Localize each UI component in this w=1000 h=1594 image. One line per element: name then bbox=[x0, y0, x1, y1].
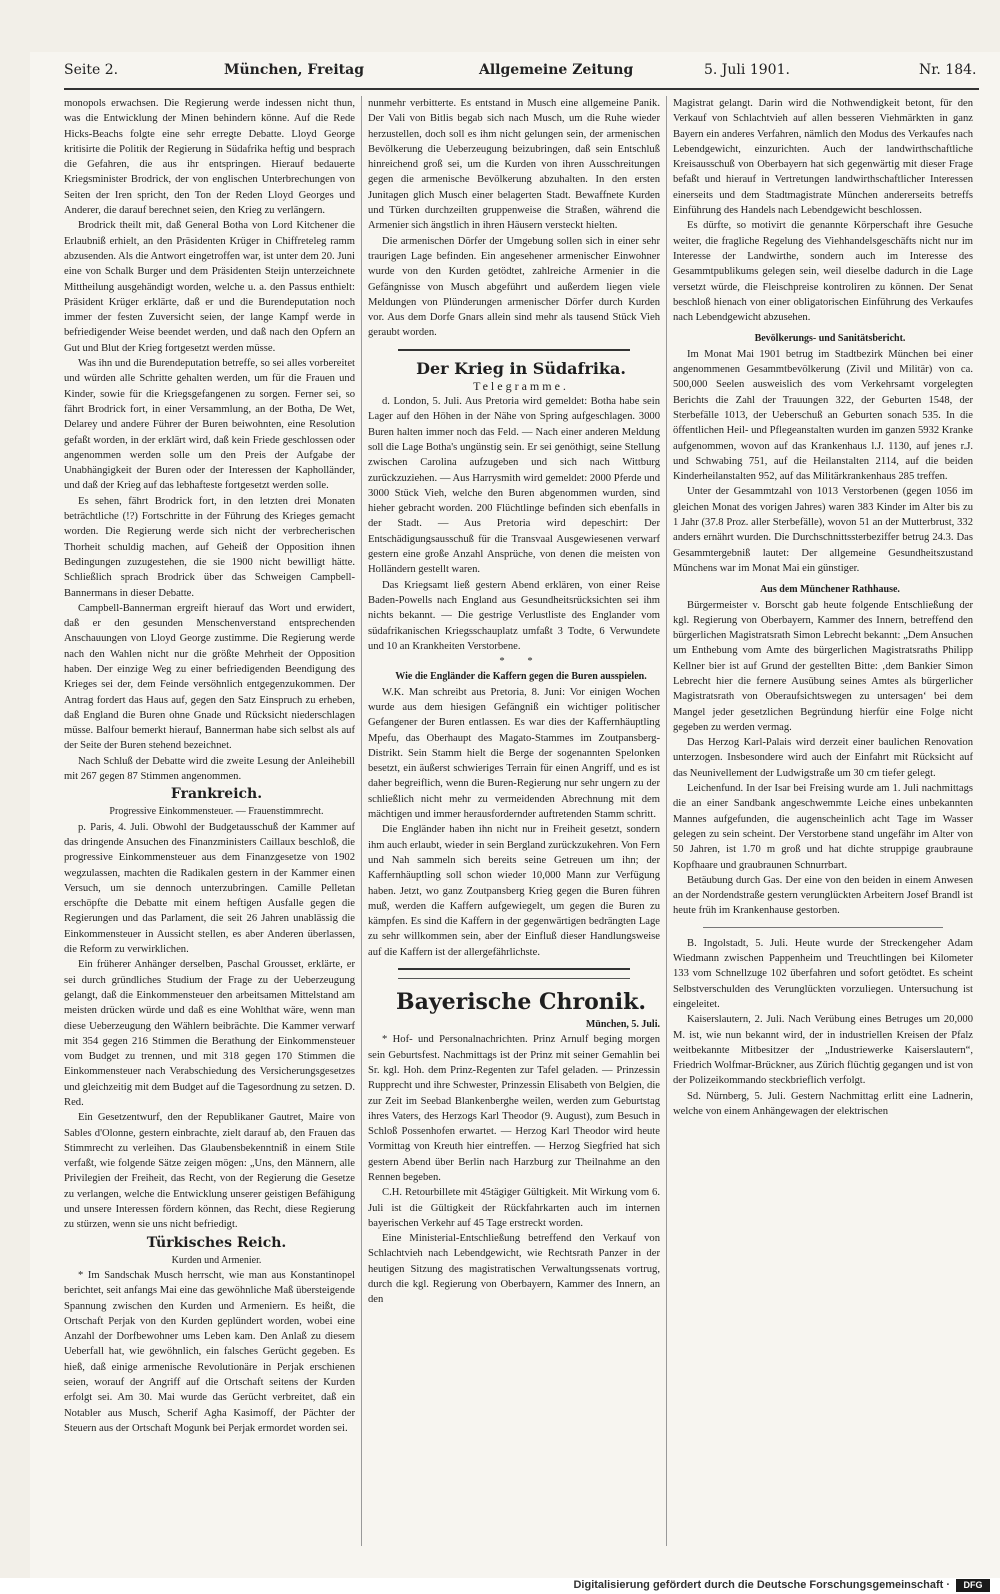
footer-credit: Digitalisierung gefördert durch die Deutsche Forschungsgemeinschaft · bbox=[573, 1579, 950, 1591]
article-paragraph: * Hof- und Personalnachrichten. Prinz Arnulf beging morgen sein Geburtsfest. Nachmittags ist der Prinz mit seiner Gemahlin bei Sr. kgl. Hoh. dem Prinz-Regenten zur Tafel geladen. — Prinzessin Rupprecht und ihre Schwester, Prinzessin Elisabeth von Belgien, die zur Zeit im Seebad Blankenberghe weilen, werden zum Geburtstag ihres Vaters, des Herzogs Karl Theodor (9. August), zum Besuch in Schloß Possenhofen erwartet. — Herzog Karl Theodor wird heute Vormittag von Kreuth hier eintreffen. — Herzog Siegfried hat sich gestern Abend über Berlin nach Harzburg zur Theilnahme an den Rennen begeben. bbox=[368, 1034, 660, 1183]
page-number: Seite 2. bbox=[64, 62, 119, 78]
article-paragraph: Es dürfte, so motivirt die genannte Körperschaft ihre Gesuche weiter, die fragliche Regelung des Viehhandelsgeschäfts nicht nur im Interesse der Landwirthe, sondern auch im Interesse des Gesammtpublikums gelegen sein, weil dieselbe dadurch in die Lage versetzt würde, die Fleischpreise kontroliren zu können. Der Senat beschloß hienach von einer obligatorischen Einführung des Verkaufes nach Lebendgewicht abzusehen. bbox=[673, 220, 973, 324]
article-paragraph: Eine Ministerial-Entschließung betreffend den Verkauf von Schlachtvieh nach Lebendgewicht, wie Rechtsrath Panzer in der heutigen Sitzung des magistratischen Verwaltungssenats vortrug, durch die kgl. Regierung von Oberbayern, Kammer des Innern, an den bbox=[368, 1233, 660, 1306]
article-heading: Bevölkerungs- und Sanitätsbericht. bbox=[754, 333, 906, 345]
article-paragraph: Es sehen, fährt Brodrick fort, in den letzten drei Monaten beträchtliche (!?) Fortschritte in der Führung des Krieges gemacht worden. Die Regierung werde sich nicht der verbrecherischen Thorheit schuldig machen, auf Geheiß der Opposition ihnen Bedingungen zuzugestehen, die sie 1900 nicht bewilligt hätte. Schließlich sprach Brodrick über das Schweigen Campbell-Bannermans in dieser Debatte. bbox=[64, 495, 355, 599]
section-rule bbox=[398, 349, 630, 351]
article-paragraph: d. London, 5. Juli. Aus Pretoria wird gemeldet: Botha habe sein Lager auf den Höhen in der Nähe von Spring aufgeschlagen. 3000 Buren halten immer noch das Feld. — Nach einer anderen Meldung soll die Lage Botha's ungünstig sein. Er sei genöthigt, seine Stellung zwischen Carolina aufzugeben und sich nach Wittburg zurückzuziehen. — Aus Harrysmith wird gemeldet: 2000 Pferde und 3000 Stück Vieh, welche den Buren abgenommen wurden, sind hieher gebracht worden. 200 Flüchtlinge befinden sich ebenfalls in der Stadt. — Aus Pretoria wird depeschirt: Der Entschädigungsausschuß für die Transvaal Ausgewiesenen verwarf gestern eine große Anzahl Ansprüche, von denen die meisten von Holländern gestellt waren. bbox=[368, 396, 660, 576]
article-paragraph: Die Engländer haben ihn nicht nur in Freiheit gesetzt, sondern ihm auch erlaubt, wieder in sein Bergland zurückzukehren. Von Fern und Nah sammeln sich bereits seine Getreuen um ihn; der Kaffernhäuptling soll schon wieder 10,000 Mann zur Verfügung haben. Jetzt, wo ganz Zoutpansberg Krieg gegen die Buren führen muß, werden die Kaffern aufgewiegelt, um gegen die Buren zu kämpfen. Es sind die Kaffern in der gegenwärtigen bedrängten Lage zu sehr willkommen sein, aber der Einfluß dieser Handlungsweise auf die Kaffern ist der allergefährlichste. bbox=[368, 824, 660, 958]
section-subheading: Kurden und Armenier. bbox=[171, 1254, 262, 1266]
column-divider bbox=[666, 96, 667, 1546]
article-paragraph: p. Paris, 4. Juli. Obwohl der Budgetausschuß der Kammer auf das dringende Ansuchen des Finanzministers Caillaux beschloß, die progressive Einkommensteuer aus dem Finanzgesetze von 1902 wegzulassen, machten die Radikalen gestern in der Kammer einen Versuch, um sie dennoch unterzubringen. Camille Pelletan erschöpfte die Debatte mit einem heftigen Ausfalle gegen die Regierungen und das Parlament, die seit 26 Jahren unablässig die Einkommensteuer in Aussicht stellen, es aber Anderen überlassen, die Reform zu verwirklichen. bbox=[64, 821, 355, 956]
section-subheading: Progressive Einkommensteuer. — Frauenstimmrecht. bbox=[109, 806, 324, 818]
article-paragraph: Das Kriegsamt ließ gestern Abend erklären, von einer Reise Baden-Powells nach England aus Gesundheitsrücksichten sei ihm nichts bekannt. — Die gestrige Verlustliste des Englander vom südafrikanischen Kriegsschauplatz umfaßt 3 Todte, 6 Verwundete und 10 an Krankheiten Verstorbene. bbox=[368, 579, 660, 652]
column-2 bbox=[368, 96, 660, 1546]
article-paragraph: B. Ingolstadt, 5. Juli. Heute wurde der Streckengeher Adam Wiedmann zwischen Pappenheim und Treuchtlingen bei Kilometer 133 vom Schnellzuge 102 überfahren und sofort getödtet. Es scheint Selbstverschulden des Verunglückten vorzuliegen. Untersuchung ist eingeleitet. bbox=[673, 937, 973, 1010]
column-3 bbox=[673, 96, 973, 1546]
article-paragraph: monopols erwachsen. Die Regierung werde indessen nicht thun, was die Entwicklung der Minen behindern könne. Auf die Rede Hicks-Beachs folgte eine sehr erregte Debatte. Lloyd George kritisirte die Politik der Regierung in Südafrika heftig und besprach die Gefahren, die aus ihr entspringen. Hierauf bedauerte Kriegsminister Brodrick, der von englischen Unterbrechungen von Seiten der Iren spricht, den Ton der Reden Lloyd Georges und Anderer, die darauf berechnet seien, den Krieg zu verlängern. bbox=[64, 98, 355, 217]
city-day: München, Freitag bbox=[224, 62, 365, 78]
article-paragraph: Die armenischen Dörfer der Umgebung sollen sich in einer sehr traurigen Lage befinden. Ein angesehener armenischer Einwohner wurde von den Kurden getödtet, zahlreiche Armenier in die Gefängnisse von Musch abgeführt und außerdem liegen viele Meldungen von Plünderungen armenischer Dörfer durch Kurden vor. Aus dem Dorfe Gnars allein sind mehr als tausend Stück Vieh geraubt worden. bbox=[368, 235, 660, 339]
article-paragraph: Ein Gesetzentwurf, den der Republikaner Gautret, Maire von Sables d'Olonne, gestern einbrachte, zielt darauf ab, den Frauen das Stimmrecht zu verleihen. Das Glaubensbekenntniß in einem Stile verfaßt, wie folgende Sätze zeigen mögen: „Uns, den Männern, alle Privilegien der Freiheit, das Recht, von der Regierung die Gesetze zu verlangen, welche die Entwicklung unserer geistigen Befähigung und unsere Interessen fördern können, das Recht, diese Regierung zu stürzen, wenn sie uns nicht befriedigt. bbox=[64, 1112, 355, 1231]
article-paragraph: Leichenfund. In der Isar bei Freising wurde am 1. Juli nachmittags die an einer Sandbank angeschwemmte Leiche eines unbekannten Mannes aufgefunden, die augenscheinlich acht Tage im Wasser gelegen zu sein scheint. Der Verstorbene stand ungefähr im Alter von 50 Jahren, ist 1.70 m groß und hat dichte struppige graubraune Kopfhaare und graubraunen Schnurrbart. bbox=[673, 783, 973, 871]
article-paragraph: Nach Schluß der Debatte wird die zweite Lesung der Anleihebill mit 267 gegen 87 Stimmen angenommen. bbox=[64, 755, 355, 783]
issue-number: Nr. 184. bbox=[919, 62, 977, 78]
article-paragraph: Magistrat gelangt. Darin wird die Nothwendigkeit betont, für den Verkauf von Schlachtvieh auf allen besseren Viehmärkten in ganz Bayern ein anderes Verfahren, nämlich den Modus des Verkaufes nach Lebendgewicht, einzurichten. Auch der landwirthschaftliche Kreisausschuß von Oberbayern hat sich gegenwärtig mit dieser Frage befaßt und hierauf in Vertretungen landwirthschaftlicher Interessen einerseits und dem Stadtmagistrate München andererseits betreffs Einführung des Handels nach Lebendgewicht beschlossen. bbox=[673, 98, 973, 217]
section-heading-krieg: Der Krieg in Südafrika. bbox=[416, 358, 626, 378]
article-paragraph: Im Monat Mai 1901 betrug im Stadtbezirk München bei einer angenommenen Gesammtbevölkerung (Zivil und Militär) von ca. 500,000 Seelen ausweislich des vom Verkehrsamt vorgelegten Berichts die Zahl der Trauungen 322, der Geburten 1548, der Sterbefälle 1013, der Ueberschuß an Geburten sonach 535. In die öffentlichen Heil- und Pflegeanstalten wurden im ganzen 5932 Kranke aufgenommen, wovon auf das Krankenhaus l.J. 1130, auf jenes r.J. und Schwabing 751, auf die Heilanstalten 2114, auf die beiden Kinderheilanstalten 952, auf das Militärkrankenhaus 285 treffen. bbox=[673, 348, 973, 483]
article-paragraph: nunmehr verbitterte. Es entstand in Musch eine allgemeine Panik. Der Vali von Bitlis begab sich nach Musch, um die Ruhe wieder herzustellen, doch soll es ihm nicht gelungen sein, der armenischen Bevölkerung die Ueberzeugung beizubringen, daß sein Entschluß hinreichend groß sei, um die Kurden von ihren Ausschreitungen gegen die armenische Bevölkerung abzuhalten. In den ersten Junitagen glich Musch einer belagerten Stadt. Bewaffnete Kurden und Türken durchzeilten gruppenweise die Straßen, während die Armenier sich ängstlich in ihren Häusern versteckt hielten. bbox=[368, 98, 660, 232]
issue-date: 5. Juli 1901. bbox=[704, 62, 790, 78]
article-paragraph: Bürgermeister v. Borscht gab heute folgende Entschließung der kgl. Regierung von Oberbayern, Kammer des Innern, betreffend den bürgerlichen Magistratsrath Simon Lebrecht bekannt: „Dem Ansuchen um Enthebung vom Amte des bürgerlichen Magistratsraths Philipp Kellner bier ist auf Grund der gestellten Bitte: ‚dem Bankier Simon Lebrecht hier die fernere Ausübung seines Amtes als bürgerlicher Magistratsrath von Oberaufsichtswegen zu untersagen‘ bei dem Mangel jeder gesetzlichen Begründung hierfür eine Folge nicht gegeben zu werden vermag. bbox=[673, 599, 973, 733]
newspaper-title: Allgemeine Zeitung bbox=[479, 62, 634, 78]
section-rule bbox=[703, 927, 943, 928]
telegrams-label: Telegramme. bbox=[473, 378, 569, 393]
dfg-logo: DFG bbox=[956, 1579, 990, 1592]
digitization-footer bbox=[0, 1578, 1000, 1594]
article-paragraph: C.H. Retourbillete mit 45tägiger Gültigkeit. Mit Wirkung vom 6. Juli ist die Gültigkeit der Rückfahrkarten auch im internen bayerischen Verkehr auf 45 Tage erstreckt worden. bbox=[368, 1187, 660, 1229]
section-heading-tuerkei: Türkisches Reich. bbox=[146, 1234, 287, 1251]
article-paragraph: Sd. Nürnberg, 5. Juli. Gestern Nachmittag erlitt eine Ladnerin, welche von einem Anhängewagen der elektrischen bbox=[673, 1090, 973, 1117]
article-paragraph: Betäubung durch Gas. Der eine von den beiden in einem Anwesen an der Nordendstraße gestern verunglückten Arbeitern Josef Brandl ist heute früh im Krankenhause gestorben. bbox=[673, 874, 973, 917]
section-rule bbox=[398, 978, 630, 979]
article-paragraph: Campbell-Bannerman ergreift hierauf das Wort und erwidert, daß er den gesunden Menschenverstand entsprechenden Anschauungen von Lloyd George zustimme. Die Regierung werde nach den Wahlen nicht nur die größte Mehrheit der Opposition haben. Der einzige Weg zu einer befriedigenden Beendigung des Krieges sei der, dem Feinde versöhnlich entgegenzukommen. Der Antrag fordert das Haus auf, gegen den Satz Einspruch zu erheben, daß England die Buren ohne Gnade und Rücksicht niederschlagen müsse. Balfour bemerkt hierauf, Bannerman habe sich selbst als auf der Seite der Buren stehend bezeichnet. bbox=[64, 602, 355, 752]
column-divider bbox=[361, 96, 362, 1546]
column-1 bbox=[64, 96, 355, 1546]
article-paragraph: * Im Sandschak Musch herrscht, wie man aus Konstantinopel berichtet, seit anfangs Mai eine das gewöhnliche Maß übersteigende Spannung zwischen den Kurden und Armeniern. Es heißt, die Ortschaft Perjak von den Kurden geplündert worden, wobei eine Anzahl der Dorfbewohner ums Leben kam. Den Anlaß zu diesem Ueberfall hat, wie gewöhnlich, ein falsches Gerücht gegeben. Es hieß, daß einige armenische Revolutionäre in Perjak erschienen seien, worauf der Angriff auf die Ortschaft seitens der Kurden erfolgt sei. Am 30. Mai wurde das Gerücht verbreitet, daß ein Notabler aus Musch, Scherif Agha Kasimoff, der Pächter der Steuern aus der Ortschaft Mogunk bei Perjak ermordet worden sei. bbox=[64, 1269, 355, 1434]
page-header bbox=[64, 56, 979, 90]
article-paragraph: Ein früherer Anhänger derselben, Paschal Grousset, erklärte, er sei durch gründliches Studium der Frage zu der Ueberzeugung gelangt, daß die Einkommensteuer den arbeitsamen Mittelstand am meisten drücken würde und daß es eine Wohlthat wäre, wenn man diese Ueberzeugung den Wählern beibrächte. Die Kammer verwarf mit 354 gegen 216 Stimmen die Berathung der Einkommensteuer vom Budget zu trennen, und mit 318 gegen 170 Stimmen die Einkommensteuer nach Verabschiedung des Versicherungsgesetzes und gleichzeitig mit dem Budget auf die Tagesordnung zu setzen. D. Red. bbox=[64, 959, 355, 1108]
section-heading-frankreich: Frankreich. bbox=[170, 786, 263, 803]
section-heading-chronik: Bayerische Chronik. bbox=[395, 989, 647, 1016]
dateline: München, 5. Juli. bbox=[585, 1019, 660, 1031]
article-paragraph: Was ihn und die Burendeputation betreffe, so sei alles vorbereitet und würden alle Schritte gehalten werden, um für die Frauen und Kinder, sowie für die Kriegsgefangenen zu sorgen. Ferner sei, so fährt Brodrick fort, in einer Versammlung, an der Botha, De Wet, Delarey und andere Führer der Buren beiwohnten, eine Resolution gefaßt worden, in der erklärt wird, daß kein Friede geschlossen oder angenommen werden solle um den Preis der Aufgabe der Unabhängigkeit der Buren oder der Interessen der Kapholländer, und daß der Krieg auf das lebhafteste fortgesetzt werden solle. bbox=[64, 358, 355, 492]
section-rule bbox=[398, 968, 630, 970]
article-heading: Wie die Engländer die Kaffern gegen die Buren ausspielen. bbox=[395, 671, 647, 683]
article-heading: Aus dem Münchener Rathhause. bbox=[760, 584, 900, 596]
article-paragraph: W.K. Man schreibt aus Pretoria, 8. Juni: Vor einigen Wochen wurde aus dem hiesigen Gefängniß ein wichtiger politischer Gefangener der Buren entlassen. Es war dies der Kaffernhäuptling Mpefu, das Oberhaupt des Magato-Stammes im Zoutpansberg-Distrikt. Sein Stamm hielt die Berge der sogenannten Spelonken besetzt, ein äußerst schwieriges Terrain für einen Angriff, und es ist daher begreiflich, wenn die Buren-Regierung nur sehr ungern zu der schließlich nicht mehr zu vermeidenden Abrechnung mit dem mächtigen und immer herausfordernder auftretenden Stamm schritt. bbox=[368, 686, 660, 821]
article-paragraph: Unter der Gesammtzahl von 1013 Verstorbenen (gegen 1056 im gleichen Monat des vorigen Jahres) waren 383 Kinder im Alter bis zu 1 Jahr (37.8 Proz. aller Sterbefälle), wovon 51 an der Mutterbrust, 332 anders ernährt wurden. Die Durchschnittssterbeziffer betrug 24.3. Das Gesammtergebniß lautet: Der allgemeine Gesundheitszustand Münchens war im Monat Mai ein günstiger. bbox=[673, 486, 973, 574]
article-paragraph: Kaiserslautern, 2. Juli. Nach Verübung eines Betruges um 20,000 M. ist, wie nun bekannt wird, der in industriellen Kreisen der Pfalz weitbekannte Mitbesitzer der „Industriewerke Kaiserslautern“, Friedrich Wolfmar-Brückner, aus Zürich flüchtig gegangen und ist von der Polizeikommando steckbrieflich verfolgt. bbox=[673, 1014, 973, 1087]
asterism: * * bbox=[499, 656, 543, 668]
article-paragraph: Das Herzog Karl-Palais wird derzeit einer baulichen Renovation unterzogen. Insbesondere wird auch der Einfahrt mit Rücksicht auf das Neunivellement der Ludwigstraße um 30 cm tiefer gelegt. bbox=[673, 737, 973, 779]
article-paragraph: Brodrick theilt mit, daß General Botha von Lord Kitchener die Erlaubniß erhielt, an den Präsidenten Krüger in Chiffreteleg ramm abzusenden. Als die Antwort eingetroffen war, ist unter dem 20. Juni eine von Schalk Burger und dem Präsidenten Steijn unterzeichnete Mittheilung ausgehändigt worden, welche u. a. den Passus enthielt: Präsident Krüger erklärte, daß er und die Burendeputation noch immer der festen Zuversicht seien, der lange Kampf werde in befriedigender Weise beendet werden, und daß nach den Opfern an Gut und Blut der Krieg fortgesetzt werden müsse. bbox=[64, 220, 355, 354]
